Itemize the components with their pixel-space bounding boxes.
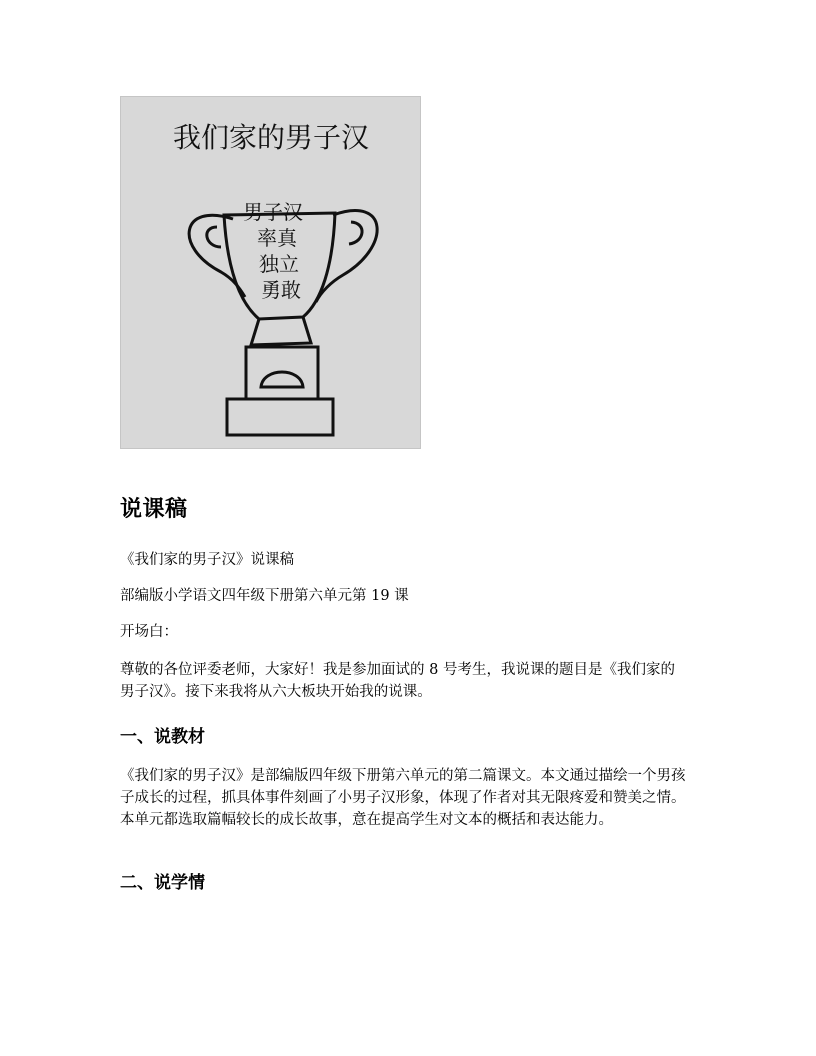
trophy-text-line-3: 独立 <box>259 252 299 276</box>
trophy-text-line-4: 勇敢 <box>261 278 301 302</box>
materials-paragraph: 《我们家的男子汉》是部编版四年级下册第六单元的第二篇课文。本文通过描绘一个男孩子成长的过程，抓具体事件刻画了小男子汉形象，体现了作者对其无限疼爱和赞美之情。本单元都选取篇幅较长的成长故事，意在提高学生对文本的概括和表达能力。 <box>120 768 686 828</box>
section-heading-students: 二、说学情 <box>120 873 205 893</box>
trophy-drawing <box>121 97 421 449</box>
section-heading-materials: 一、说教材 <box>120 727 205 747</box>
drawing-title: 我们家的男子汉 <box>172 121 370 154</box>
trophy-drawing-photo <box>120 96 421 449</box>
opening-paragraph: 尊敬的各位评委老师，大家好！我是参加面试的 8 号考生，我说课的题目是《我们家的男子汉》。接下来我将从六大板块开始我的说课。 <box>120 662 675 700</box>
lesson-title-line: 《我们家的男子汉》说课稿 <box>120 552 294 568</box>
trophy-text-line-1: 男子汉 <box>243 200 303 224</box>
document-heading: 说课稿 <box>120 497 188 522</box>
trophy-text-line-2: 率真 <box>257 226 297 250</box>
textbook-info-line: 部编版小学语文四年级下册第六单元第 19 课 <box>120 588 409 604</box>
opening-label: 开场白： <box>120 624 178 640</box>
